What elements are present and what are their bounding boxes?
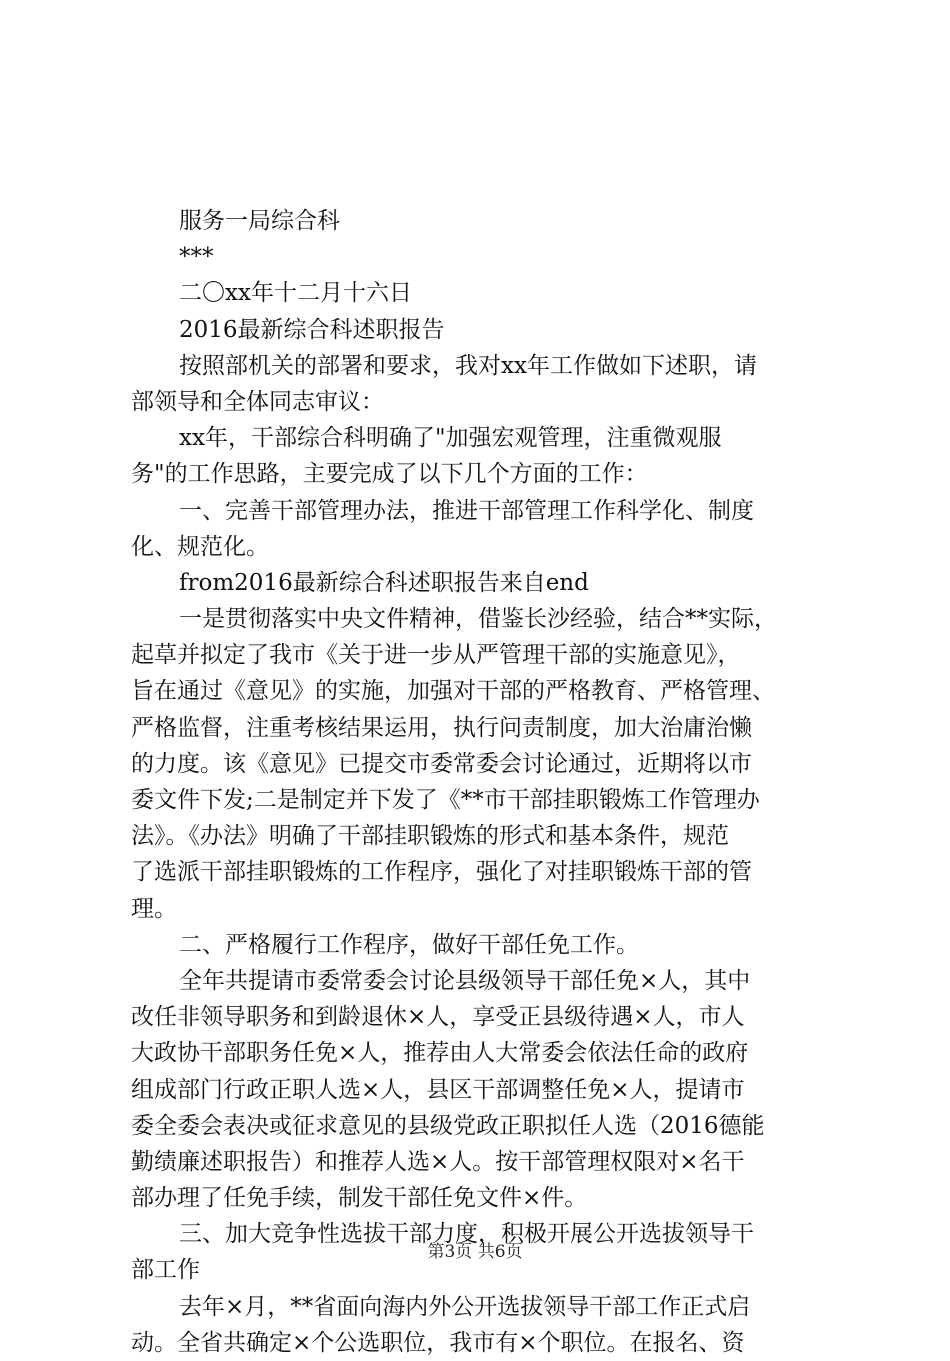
page-footer: 第3页 共6页 [427,1242,523,1262]
text-line: 理。 [131,895,177,922]
text-line: 一、完善干部管理办法，推进干部管理工作科学化、制度 [179,497,754,524]
text-line: 动。全省共确定×个公选职位，我市有×个职位。在报名、资 [131,1329,745,1356]
text-line: 二、严格履行工作程序，做好干部任免工作。 [179,931,639,958]
text-line: 三、加大竞争性选拔干部力度，积极开展公开选拔领导干 [179,1221,754,1248]
text-line: 改任非领导职务和到龄退休×人，享受正县级待遇×人，市人 [131,1004,745,1031]
text-line: xx年，干部综合科明确了"加强宏观管理，注重微观服 [179,425,722,452]
text-line: 务"的工作思路，主要完成了以下几个方面的工作： [131,461,648,488]
text-line: 服务一局综合科 [179,208,340,234]
text-line: 部工作 [131,1257,200,1284]
text-line: 二〇xx年十二月十六日 [179,280,412,307]
text-line: *** [179,244,214,271]
text-line: from2016最新综合科述职报告来自end [179,569,589,596]
text-line: 部领导和全体同志审议： [131,388,384,415]
text-line: 了选派干部挂职锻炼的工作程序，强化了对挂职锻炼干部的管 [131,859,752,886]
text-line: 化、规范化。 [131,533,269,560]
document-body [131,203,831,1361]
text-line: 按照部机关的部署和要求，我对xx年工作做如下述职，请 [179,352,757,379]
text-line: 组成部门行政正职人选×人，县区干部调整任免×人，提请市 [131,1076,745,1103]
text-line: 勤绩廉述职报告）和推荐人选×人。按干部管理权限对×名干 [131,1148,745,1175]
text-line: 大政协干部职务任免×人，推荐由人大常委会依法任命的政府 [131,1040,749,1067]
text-line: 全年共提请市委常委会讨论县级领导干部任免×人，其中 [179,967,751,994]
text-line: 旨在通过《意见》的实施，加强对干部的严格教育、严格管理、 [131,678,775,705]
text-line: 的力度。该《意见》已提交市委常委会讨论通过，近期将以市 [131,750,752,777]
text-line: 部办理了任免手续，制发干部任免文件×件。 [131,1185,588,1212]
text-line: 委全委会表决或征求意见的县级党政正职拟任人选（2016德能 [131,1112,765,1139]
text-line: 去年×月，**省面向海内外公开选拔领导干部工作正式启 [179,1293,751,1320]
text-line: 委文件下发;二是制定并下发了《**市干部挂职锻炼工作管理办 [131,787,760,813]
text-line: 一是贯彻落实中央文件精神，借鉴长沙经验，结合**实际， [179,606,777,633]
text-line: 严格监督，注重考核结果运用，执行问责制度，加大治庸治懒 [131,714,752,741]
text-line: 2016最新综合科述职报告 [179,316,445,343]
text-line: 起草并拟定了我市《关于进一步从严管理干部的实施意见》， [131,642,741,669]
text-line: 法》。《办法》明确了干部挂职锻炼的形式和基本条件，规范 [131,823,729,850]
